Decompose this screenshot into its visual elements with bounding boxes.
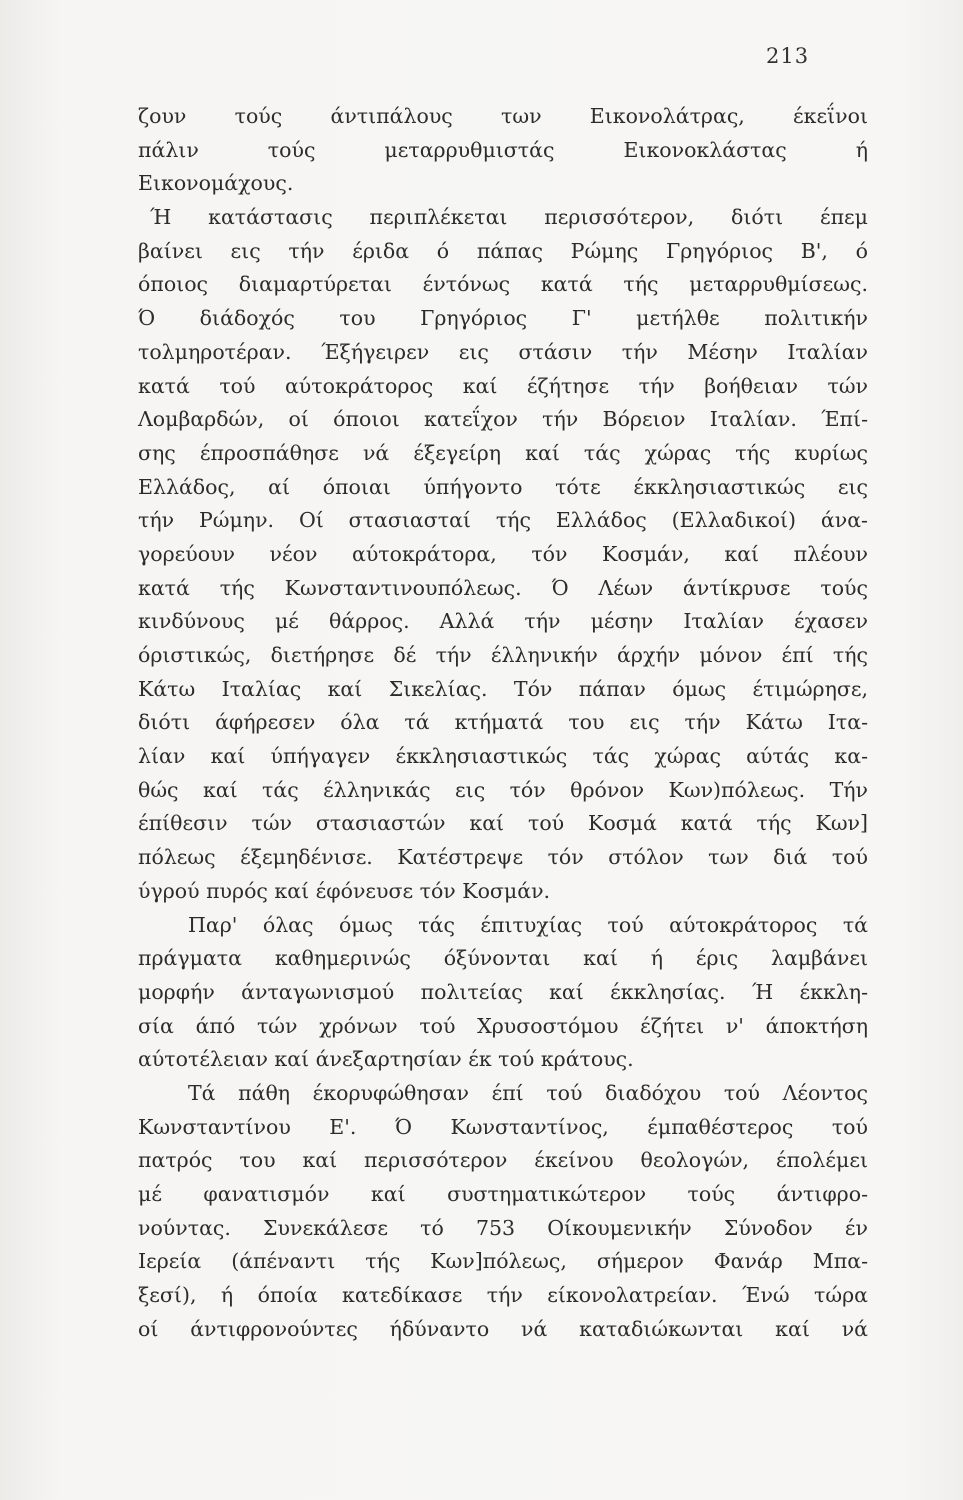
text-line: ύγρού πυρός καί έφόνευσε τόν Κοσμάν. — [138, 878, 551, 903]
text-line: Ό διάδοχός του Γρηγόριος Γ' μετήλθε πολιτικήν — [138, 306, 868, 331]
text-line: λίαν καί ύπήγαγεν έκκλησιαστικώς τάς χώρας αύτάς κα- — [138, 744, 868, 769]
text-line: γορεύουν νέον αύτοκράτορα, τόν Κοσμάν, καί πλέουν — [138, 541, 868, 566]
body-text — [138, 100, 868, 1346]
text-line: Ή κατάστασις περιπλέκεται περισσότερον, διότι έπεμ — [150, 205, 868, 230]
text-line: οί άντιφρονούντες ήδύναντο νά καταδιώκωνται καί νά — [138, 1316, 868, 1341]
text-line: μέ φανατισμόν καί συστηματικώτερον τούς άντιφρο- — [138, 1182, 868, 1206]
text-line: νούντας. Συνεκάλεσε τό 753 Οίκουμενικήν Σύνοδον έν — [138, 1215, 868, 1240]
text-line: σία άπό τών χρόνων τού Χρυσοστόμου έζήτει ν' άποκτήση — [138, 1013, 868, 1038]
text-line: έπίθεσιν τών στασιαστών καί τού Κοσμά κατά τής Κων] — [138, 811, 868, 836]
text-line: τολμηροτέραν. Έξήγειρεν εις στάσιν τήν Μέσην Ιταλίαν — [138, 339, 868, 364]
text-line: όποιος διαμαρτύρεται έντόνως κατά τής μεταρρυθμίσεως. — [138, 272, 868, 297]
text-line: ζουν τούς άντιπάλους των Εικονολάτρας, έκεΐνοι — [138, 104, 868, 128]
text-line: Κωνσταντίνου Ε'. Ό Κωνσταντίνος, έμπαθέστερος τού — [138, 1114, 868, 1139]
text-line: Τά πάθη έκορυφώθησαν έπί τού διαδόχου τού Λέοντος — [188, 1080, 868, 1105]
text-line: θώς καί τάς έλληνικάς εις τόν θρόνον Κων)πόλεως. Τήν — [138, 777, 868, 802]
text-line: Ελλάδος, αί όποιαι ύπήγοντο τότε έκκλησιαστικώς εις — [138, 474, 868, 499]
text-line: πράγματα καθημερινώς όξύνονται καί ή έρις λαμβάνει — [138, 946, 868, 971]
text-line: Εικονομάχους. — [138, 171, 294, 196]
text-line: κατά τού αύτοκράτορος καί έζήτησε τήν βοήθειαν τών — [138, 373, 868, 398]
text-line: κατά τής Κωνσταντινουπόλεως. Ό Λέων άντίκρυσε τούς — [138, 575, 868, 600]
page-number: 213 — [766, 44, 810, 68]
text-line: πάλιν τούς μεταρρυθμιστάς Εικονοκλάστας ή — [138, 137, 868, 162]
text-line: Ιερεία (άπέναντι τής Κων]πόλεως, σήμερον Φανάρ Μπα- — [138, 1249, 868, 1274]
text-line: Κάτω Ιταλίας καί Σικελίας. Τόν πάπαν όμως έτιμώρησε, — [138, 676, 868, 701]
text-line: τήν Ρώμην. Οί στασιασταί τής Ελλάδος (Ελλαδικοί) άνα- — [138, 508, 868, 533]
text-line: σης έπροσπάθησε νά έξεγείρη καί τάς χώρας τής κυρίως — [138, 440, 868, 465]
text-line: αύτοτέλειαν καί άνεξαρτησίαν έκ τού κράτους. — [138, 1047, 634, 1072]
text-line: διότι άφήρεσεν όλα τά κτήματά του εις τήν Κάτω Ιτα- — [138, 710, 868, 735]
text-line: μορφήν άνταγωνισμού πολιτείας καί έκκλησίας. Ή έκκλη- — [138, 979, 868, 1004]
text-line: πατρός του καί περισσότερον έκείνου θεολογών, έπολέμει — [138, 1148, 868, 1173]
text-line: όριστικώς, διετήρησε δέ τήν έλληνικήν άρχήν μόνον έπί τής — [138, 643, 868, 667]
text-line: Παρ' όλας όμως τάς έπιτυχίας τού αύτοκράτορος τά — [188, 912, 868, 937]
text-line: πόλεως έξεμηδένισε. Κατέστρεψε τόν στόλον των διά τού — [138, 845, 868, 870]
text-line: ξεσί), ή όποία κατεδίκασε τήν είκονολατρείαν. Ένώ τώρα — [138, 1283, 868, 1308]
text-line: Λομβαρδών, οί όποιοι κατεΐχον τήν Βόρειον Ιταλίαν. Έπί- — [138, 407, 868, 432]
text-line: βαίνει εις τήν έριδα ό πάπας Ρώμης Γρηγόριος Β', ό — [138, 238, 868, 263]
text-line: κινδύνους μέ θάρρος. Αλλά τήν μέσην Ιταλίαν έχασεν — [138, 609, 868, 634]
